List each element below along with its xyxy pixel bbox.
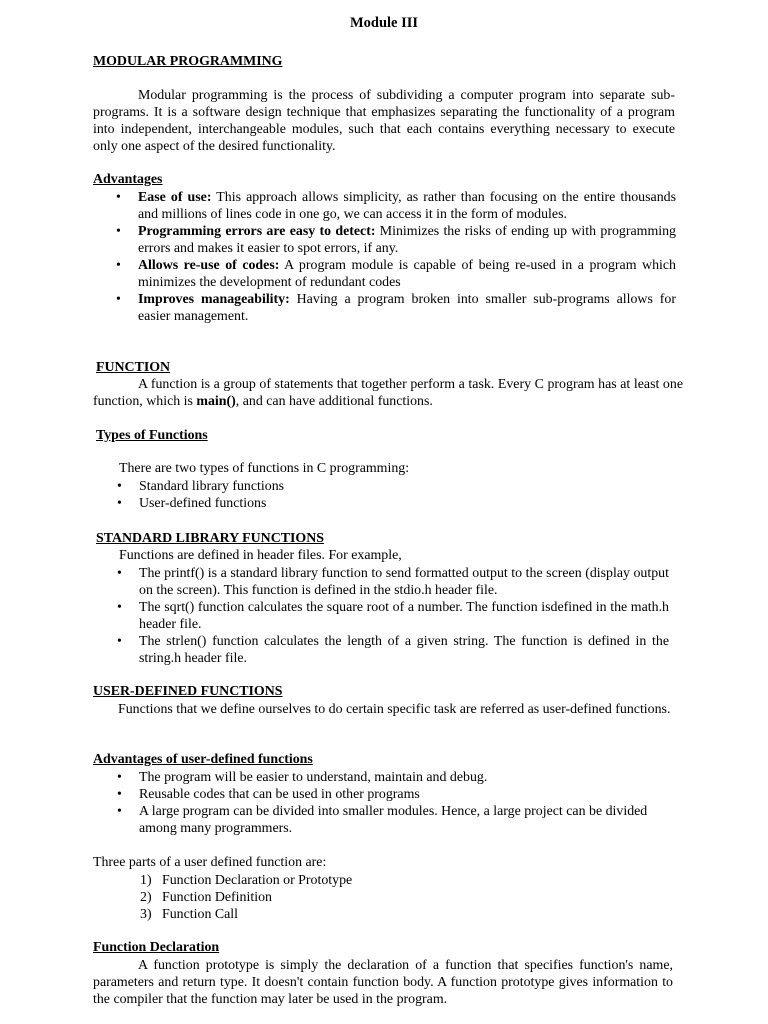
parts-list — [140, 872, 640, 923]
declaration-text: A function prototype is simply the declaration of a function that specifies function's name, parameters and return type. It doesn't contain function body. A function prototype gives information to the compiler that the function may later be used in the program. — [93, 958, 673, 1007]
types-list — [114, 478, 674, 512]
list-item — [113, 223, 676, 257]
list-item: • A large program can be divided into smaller modules. Hence, a large project can be divided among many programmers. — [114, 803, 669, 837]
adv-user-list — [114, 769, 669, 837]
modular-paragraph-text: Modular programming is the process of subdividing a computer program into separate sub-programs. It is a software design technique that emphasizes separating the functionality of a program into independent, interchangeable modules, such that each contains everything necessary to execute only one aspect of the desired functionality. — [93, 88, 675, 154]
item-label: Programming errors are easy to detect: — [138, 224, 376, 239]
item-text: Function Call — [162, 907, 239, 922]
list-item — [113, 189, 676, 223]
item-label: Allows re-use of codes: — [138, 258, 280, 273]
heading-types-of-functions: Types of Functions — [96, 428, 208, 443]
types-intro: There are two types of functions in C programming: — [119, 461, 410, 476]
list-item — [140, 872, 640, 889]
heading-modular-programming: MODULAR PROGRAMMING — [93, 54, 283, 69]
heading-user-defined-functions: USER-DEFINED FUNCTIONS — [93, 684, 283, 699]
list-item: • The printf() is a standard library function to send formatted output to the screen (display output on the screen). This function is defined in the stdio.h header file. — [114, 565, 669, 599]
userdef-text: Functions that we define ourselves to do certain specific task are referred as user-defined functions. — [118, 702, 671, 717]
heading-function: FUNCTION — [96, 360, 171, 375]
list-item: • Standard library functions — [114, 478, 674, 495]
item-number: 1) — [140, 873, 152, 888]
function-text: A function is a group of statements that together perform a task. Every C program has at least one function, which is — [93, 377, 683, 409]
list-item: • User-defined functions — [114, 495, 674, 512]
item-label: Improves manageability: — [138, 292, 290, 307]
stdlib-intro: Functions are defined in header files. For example, — [119, 548, 402, 563]
list-item: • The strlen() function calculates the length of a given string. The function is defined in the string.h header file. — [114, 633, 669, 667]
list-item — [140, 889, 640, 906]
heading-function-declaration: Function Declaration — [93, 940, 220, 955]
function-main-bold: main() — [196, 394, 236, 409]
declaration-paragraph — [93, 957, 673, 1008]
stdlib-list — [114, 565, 669, 667]
advantages-list — [113, 189, 676, 325]
function-paragraph — [93, 376, 683, 410]
function-text-end: , and can have additional functions. — [235, 394, 433, 409]
item-number: 2) — [140, 890, 152, 905]
list-item: • The sqrt() function calculates the square root of a number. The function isdefined in the math.h header file. — [114, 599, 669, 633]
modular-paragraph — [93, 87, 675, 155]
item-text: This approach allows simplicity, as rather than focusing on the entire thousands and millions of lines code in one go, we can access it in the form of modules. — [138, 190, 676, 222]
list-item: • Reusable codes that can be used in other programs — [114, 786, 669, 803]
page-title: Module III — [349, 15, 419, 31]
item-text: Having a program broken into smaller sub-programs allows for easier management. — [138, 292, 676, 324]
item-text: Function Declaration or Prototype — [162, 873, 353, 888]
list-item — [113, 257, 676, 291]
userdef-paragraph — [93, 701, 678, 718]
heading-advantages: Advantages — [93, 172, 163, 187]
parts-intro: Three parts of a user defined function are: — [93, 855, 327, 870]
item-number: 3) — [140, 907, 152, 922]
list-item — [113, 291, 676, 325]
item-text: Minimizes the risks of ending up with programming errors and makes it easier to spot errors, if any. — [138, 224, 676, 256]
list-item: • The program will be easier to understand, maintain and debug. — [114, 769, 669, 786]
list-item — [140, 906, 640, 923]
heading-advantages-user-defined: Advantages of user-defined functions — [93, 752, 313, 767]
item-text: Function Definition — [162, 890, 272, 905]
heading-standard-library-functions: STANDARD LIBRARY FUNCTIONS — [96, 531, 324, 546]
item-label: Ease of use: — [138, 190, 212, 205]
item-text: A program module is capable of being re-used in a program which minimizes the development of redundant codes — [138, 258, 676, 290]
